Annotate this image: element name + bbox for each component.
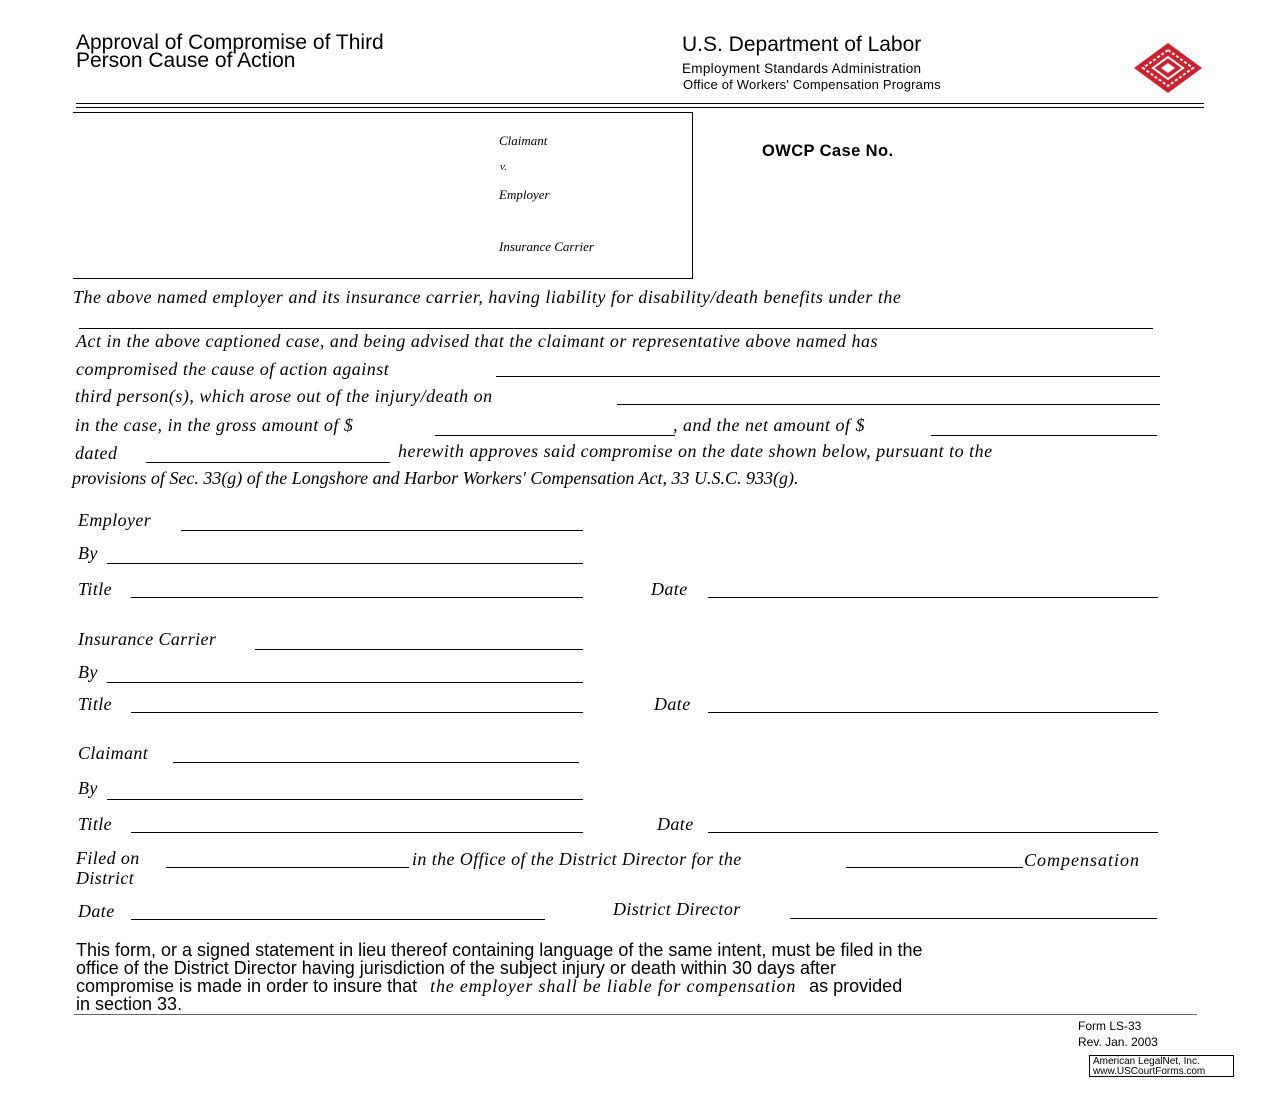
body-line-1: The above named employer and its insurance carrier, having liability for disability/death benefits under the	[73, 287, 902, 307]
body-line-6b: herewith approves said compromise on the date shown below, pursuant to the	[398, 441, 993, 461]
employer-by-field[interactable]	[107, 543, 583, 564]
body-line-7: provisions of Sec. 33(g) of the Longshore and Harbor Workers' Compensation Act, 33 U.S.C. 933(g).	[72, 468, 799, 488]
carrier-caption-label: Insurance Carrier	[499, 239, 594, 254]
claimant-signature-field[interactable]	[173, 742, 579, 763]
body-line-6a: dated	[75, 443, 118, 463]
claimant-date-field[interactable]	[708, 812, 1158, 833]
filed-on-label: Filed on	[76, 848, 140, 868]
claimant-signature-label: Claimant	[78, 743, 149, 763]
employer-title-label: Title	[78, 579, 113, 599]
dated-field[interactable]	[146, 442, 390, 463]
notice-line-3a: compromise is made in order to insure that	[76, 976, 418, 996]
body-line-5a: in the case, in the gross amount of $	[75, 415, 354, 435]
notice-emphasis: the employer shall be liable for compensation	[430, 976, 797, 996]
act-name-field[interactable]	[79, 308, 1153, 329]
compensation-district-field[interactable]	[846, 847, 1023, 868]
body-line-2: Act in the above captioned case, and being advised that the claimant or representative above named has	[76, 331, 878, 351]
publisher-box	[1089, 1055, 1234, 1077]
sub-agency-2: Office of Workers' Compensation Programs	[683, 77, 941, 92]
publisher-website: www.USCourtForms.com	[1093, 1066, 1206, 1077]
owcp-case-no-label: OWCP Case No.	[762, 142, 894, 160]
office-text: in the Office of the District Director for the	[412, 849, 742, 869]
carrier-title-field[interactable]	[131, 692, 583, 713]
claimant-title-field[interactable]	[131, 812, 583, 833]
body-line-5b: , and the net amount of $	[673, 415, 865, 435]
form-title-line1: Approval of Compromise of Third	[76, 31, 384, 54]
form-title-line2: Person Cause of Action	[76, 49, 296, 72]
agency-name: U.S. Department of Labor	[682, 33, 922, 56]
form-title	[76, 31, 384, 72]
injury-date-field[interactable]	[617, 384, 1160, 405]
versus-label: v.	[500, 161, 507, 173]
carrier-signature-field[interactable]	[255, 629, 583, 650]
district-director-label: District Director	[613, 899, 741, 919]
claimant-title-label: Title	[78, 814, 113, 834]
employer-signature-field[interactable]	[181, 510, 583, 531]
notice-line-3	[76, 977, 923, 995]
employer-by-label: By	[78, 543, 98, 563]
claimant-caption-label: Claimant	[499, 133, 548, 148]
form-revision: Rev. Jan. 2003	[1078, 1035, 1158, 1049]
employer-title-field[interactable]	[131, 577, 583, 598]
carrier-title-label: Title	[78, 694, 113, 714]
carrier-signature-label: Insurance Carrier	[78, 629, 217, 649]
claimant-by-label: By	[78, 778, 98, 798]
notice-text	[76, 941, 923, 1013]
claimant-date-label: Date	[657, 814, 694, 834]
owcp-case-no-input[interactable]	[930, 140, 1204, 164]
header-rule-top	[76, 103, 1204, 104]
employer-date-label: Date	[651, 579, 688, 599]
carrier-by-label: By	[78, 662, 98, 682]
footer-rule	[74, 1014, 1197, 1015]
gross-amount-field[interactable]	[435, 415, 675, 436]
dol-diamond-logo-icon	[1133, 42, 1203, 94]
carrier-date-label: Date	[654, 694, 691, 714]
compensation-text: Compensation	[1024, 850, 1141, 870]
caption-box	[73, 112, 693, 279]
district-director-field[interactable]	[790, 898, 1157, 919]
header-rule-bottom	[76, 107, 1204, 108]
employer-signature-label: Employer	[78, 510, 152, 530]
third-person-field[interactable]	[496, 356, 1160, 377]
notice-line-4: in section 33.	[76, 994, 183, 1014]
sub-agency-1: Employment Standards Administration	[682, 61, 922, 76]
filed-on-field[interactable]	[166, 847, 409, 868]
notice-line-2: office of the District Director having jurisdiction of the subject injury or death within 30 days after	[76, 958, 837, 978]
filing-date-field[interactable]	[131, 899, 545, 920]
body-line-4: third person(s), which arose out of the injury/death on	[75, 386, 493, 406]
net-amount-field[interactable]	[931, 415, 1157, 436]
publisher-name: American LegalNet, Inc.	[1093, 1056, 1200, 1067]
carrier-date-field[interactable]	[708, 692, 1158, 713]
body-line-3: compromised the cause of action against	[76, 359, 390, 379]
employer-caption-label: Employer	[499, 187, 550, 202]
notice-line-3c: as provided	[809, 976, 903, 996]
claimant-by-field[interactable]	[107, 779, 583, 800]
district-text: District	[76, 868, 135, 888]
carrier-by-field[interactable]	[107, 662, 583, 683]
filing-date-label: Date	[78, 901, 115, 921]
notice-line-1: This form, or a signed statement in lieu thereof containing language of the same intent, must be filed in the	[76, 940, 923, 960]
employer-date-field[interactable]	[708, 577, 1158, 598]
form-number: Form LS-33	[1078, 1019, 1142, 1033]
